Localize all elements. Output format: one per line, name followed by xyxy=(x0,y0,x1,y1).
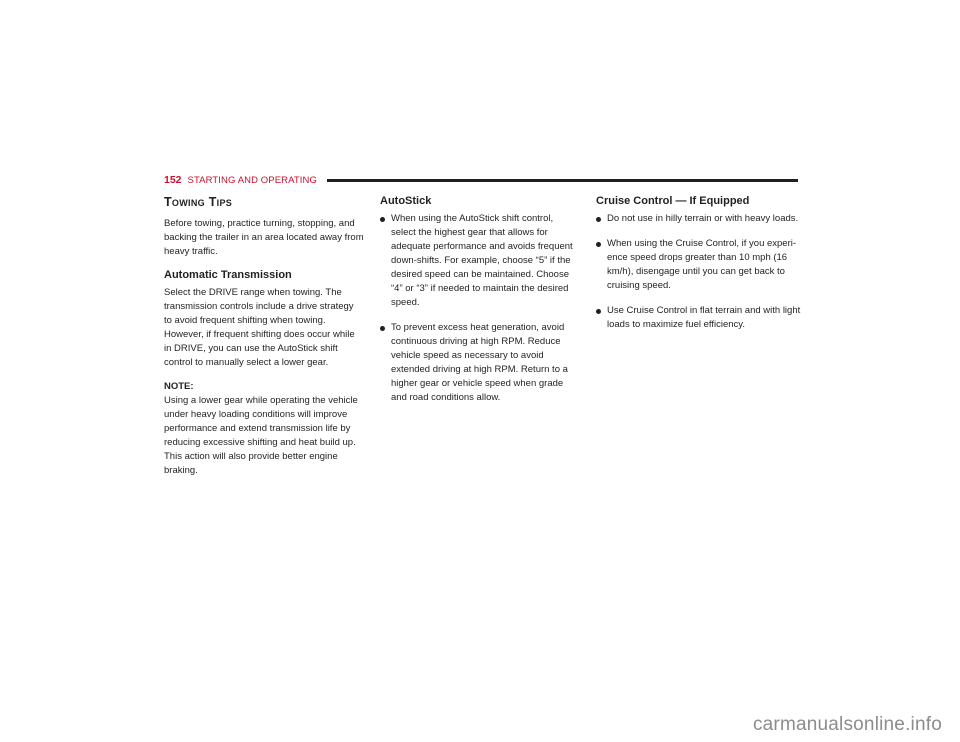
header-rule xyxy=(327,179,798,182)
watermark: carmanualsonline.info xyxy=(752,714,942,735)
bullet-icon xyxy=(380,217,385,222)
bullet-icon xyxy=(596,242,601,247)
automatic-transmission-paragraph: Select the DRIVE range when towing. The transmission controls include a drive strategy to avoid frequent shifting when towing. However, if frequent shifting does occur while in DRIVE, you can use the AutoStick shift control to manually select a lower gear. xyxy=(164,287,355,368)
column-cruise-control xyxy=(596,195,801,343)
page-number: 152 xyxy=(164,174,182,186)
column-towing-tips xyxy=(164,195,364,488)
bullet-icon xyxy=(380,326,385,331)
autostick-heading: AutoStick xyxy=(380,195,432,207)
column-autostick xyxy=(380,195,580,416)
list-item: Use Cruise Control in flat terrain and with light loads to maximize fuel efficiency. xyxy=(596,304,801,332)
note-text: Using a lower gear while operating the vehicle under heavy loading conditions will improve performance and extend transmission life by reducing excessive shifting and heat build up. This action will also provide better engine braking. xyxy=(164,395,358,476)
note-block xyxy=(164,380,364,478)
list-item: When using the Cruise Control, if you experi-ence speed drops greater than 10 mph (16 km/h), disengage until you can get back to cruising speed. xyxy=(596,237,801,293)
towing-intro-paragraph: Before towing, practice turning, stopping, and backing the trailer in an area located away from heavy traffic. xyxy=(164,218,364,257)
towing-tips-heading: Towing Tips xyxy=(164,195,233,209)
list-item: Do not use in hilly terrain or with heavy loads. xyxy=(596,212,801,226)
cruise-control-heading: Cruise Control — If Equipped xyxy=(596,195,750,207)
bullet-icon xyxy=(596,309,601,314)
page-header xyxy=(164,172,798,188)
note-label: NOTE: xyxy=(164,381,194,392)
list-item: To prevent excess heat generation, avoid continuous driving at high RPM. Reduce vehicle speed as necessary to avoid extended driving at high RPM. Return to a higher gear or vehicle speed when grade and road conditions allow. xyxy=(380,321,580,405)
cruise-control-list xyxy=(596,212,801,332)
autostick-list xyxy=(380,212,580,405)
automatic-transmission-heading: Automatic Transmission xyxy=(164,269,292,281)
section-title: STARTING AND OPERATING xyxy=(187,174,317,186)
bullet-icon xyxy=(596,217,601,222)
list-item: When using the AutoStick shift control, select the highest gear that allows for adequate performance and avoids frequent down-shifts. For example, choose “5” if the desired speed can be maintained. Choose “4” or “3” if needed to maintain the desired speed. xyxy=(380,212,580,310)
